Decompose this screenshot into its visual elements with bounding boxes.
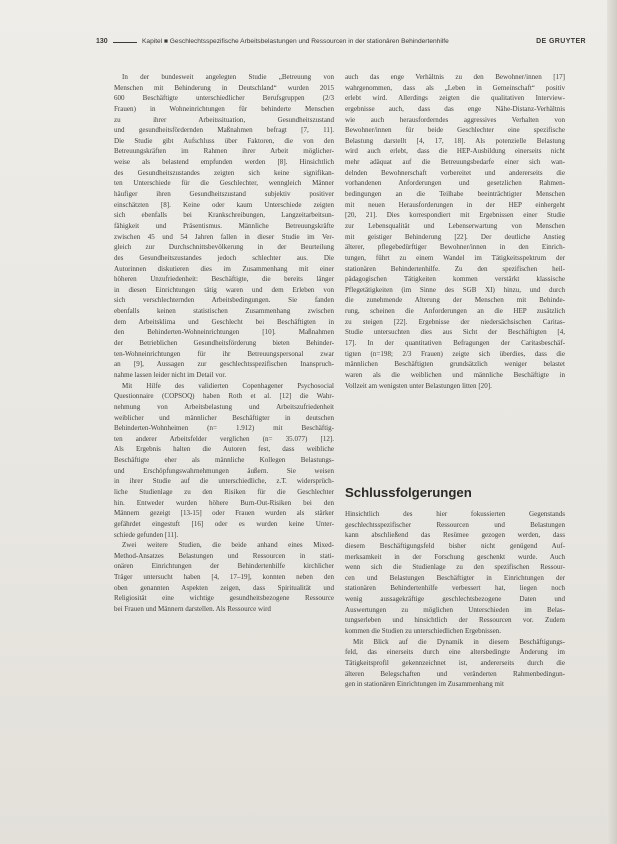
section-heading: Schlussfolgerungen [345, 485, 472, 500]
text-line: der Betrieblichen Gesundheitsförderung bieten Behinder- [114, 339, 334, 348]
text-line: älterer, pflegebedürftiger Bewohner/innen in den Einrich- [345, 243, 565, 252]
text-line: geschlechtsspezifischer Ressourcen und Belastungen [345, 520, 565, 529]
text-line: kann abschließend das Resümee gezogen werden, dass [345, 531, 565, 540]
text-line: Mit Blick auf die Dynamik in diesem Beschäftigungs- [353, 637, 565, 646]
text-line: ebenfalls keinen statistischen Zusammenhang zwischen [114, 307, 334, 316]
text-line: Menschen mit Behinderung in Deutschland“ wurden 2015 [114, 83, 334, 92]
text-line: des Gesundheitszustandes zeigten sich keine signifikan- [114, 168, 334, 177]
text-line: [20, 21]. Dies korrespondiert mit Ergebnissen einer Studie [345, 211, 565, 220]
text-line: weise als belastend empfunden werden [8]. Hinsichtlich [114, 158, 334, 167]
text-line: nahme lassen leider nicht im Detail vor. [114, 370, 227, 379]
text-line: mehr adäquat auf die Betreuungsbedarfe einer sich wan- [345, 158, 565, 167]
text-line: waren als die weiblichen und männliche Beschäftigte in [345, 370, 565, 379]
text-line: merksamkeit in der Forschung geschenkt wurde. Auch [345, 552, 565, 561]
text-line: wenn sich die Studienlage zu den spezifischen Ressour- [345, 563, 565, 572]
text-line: rung, scheinen die Anforderungen an die HEP zusätzlich [345, 307, 565, 316]
running-head [96, 38, 586, 52]
text-line: onären Einrichtungen der Behindertenhilfe kirchlicher [114, 562, 334, 571]
text-line: höheren Unzufriedenheit: Beschäftigte, die bereits länger [114, 275, 334, 284]
text-line: mit neuen Herausforderungen in der HEP einhergeht [345, 200, 565, 209]
text-line: in diesen Einrichtungen tätig waren und dem Erleben von [114, 285, 334, 294]
right-text-column-top [345, 72, 565, 391]
text-line: Behinderten-Wohnheimen (n= 1.912) mit Beschäftig- [114, 424, 334, 433]
text-line: wird auch erlebt, dass die HEP-Ausbildung einerseits nicht [345, 147, 565, 156]
text-line: schiede gefunden [11]. [114, 530, 179, 539]
text-line: cen und Belastungen Beschäftigter in Einrichtungen der [345, 573, 565, 582]
text-line: Beschäftigte eher als männliche Kollegen Belastungs- [114, 456, 334, 465]
text-line: delnden Bewohnerschaft vorbereitet und andererseits die [345, 168, 565, 177]
text-line: mit geistiger Behinderung [22]. Der deutliche Anstieg [345, 232, 565, 241]
publisher-logo: DE GRUYTER [536, 38, 586, 45]
text-line: zu steigen [22]. Ergebnisse der niedersächsischen Caritas- [345, 317, 565, 326]
text-line: fähigkeit und Präsentismus. Männliche Betreuungskräfte [114, 221, 334, 230]
text-line: und Erschöpfungswahrnehmungen äußern. Sie weisen [114, 466, 334, 475]
text-line: ten-Wohneinrichtungen für ihr Betreuungspersonal zwar [114, 349, 334, 358]
text-line: Autorinnen diskutieren dies im Zusammenhang mit einer [114, 264, 334, 273]
text-line: hin. Entweder wurden höhere Burn-Out-Risiken bei den [114, 498, 334, 507]
text-line: zur Lebensqualität und Lebenserwartung von Menschen [345, 221, 565, 230]
text-line: den Behinderten-Wohneinrichtungen [10]. Maßnahmen [114, 328, 334, 337]
text-line: Frauen) in Wohneinrichtungen für behinderte Menschen [114, 104, 334, 113]
header-rule [113, 42, 137, 43]
left-text-column [114, 72, 334, 615]
text-line: liche Studienlage zu den Risiken für die Geschlechter [114, 487, 334, 496]
text-line: Als Ergebnis halten die Autoren fest, dass weibliche [114, 445, 334, 454]
text-line: vorhandenen Anforderungen und gesetzlichen Rahmen- [345, 179, 565, 188]
text-line: Mit Hilfe des validierten Copenhagener Psychosocial [122, 381, 334, 390]
text-line: bei Frauen und Männern darstellen. Als Ressource wird [114, 605, 271, 614]
text-line: kommen die Studien zu unterschiedlichen Ergebnissen. [345, 627, 502, 636]
text-line: einschätzten [8]. Keine oder kaum Unterschiede zeigten [114, 200, 334, 209]
text-line: Hinsichtlich des hier fokussierten Gegenstands [345, 510, 565, 518]
text-line: Questionnaire (COPSOQ) haben Roth et al. [12] die Wahr- [114, 392, 334, 401]
text-line: Religiosität eine wichtige gesundheitsbezogene Ressource [114, 594, 334, 603]
text-line: diesem Beschäftigungsfeld bisher nicht genügend Auf- [345, 541, 565, 550]
text-line: männlichen Beschäftigten grundsätzlich weniger belastet [345, 360, 565, 369]
text-line: oben genannten Aspekten zeigen, dass Spiritualität und [114, 583, 334, 592]
text-line: 17]. In der quantitativen Befragungen der Caritasbeschäf- [345, 339, 565, 348]
text-line: stationären Behindertenhilfe verbessert hat, liegen noch [345, 584, 565, 593]
page-edge-shadow [607, 0, 617, 844]
text-line: in ihrer Studie auf die unterschiedliche, z.T. widersprüch- [114, 477, 334, 486]
text-line: dem Arbeitsklima und Geschlecht bei Beschäftigten in [114, 317, 334, 326]
text-line: ergebnisse auch, dass das enge Nähe-Distanz-Verhältnis [345, 104, 565, 113]
text-line: Bewohner/innen für beide Geschlechter eine spezifische [345, 126, 565, 135]
text-line: weiblicher und männlicher Beschäftigter in deutschen [114, 413, 334, 422]
page-number: 130 [96, 38, 108, 45]
text-line: Belastung darstellt [4, 17, 18]. Als potenzielle Belastung [345, 136, 565, 145]
right-text-column-bottom [345, 509, 565, 690]
text-line: tungen, führt zu einem Wandel im Tätigkeitsspektrum der [345, 253, 565, 262]
text-line: feld, das einerseits durch eine altersbedingte Änderung im [345, 648, 565, 657]
text-line: an [9], Aussagen zur geschlechtsspezifischen Inanspruch- [114, 360, 334, 369]
text-line: gen in stationären Einrichtungen im Zusammenhang mit [345, 680, 504, 689]
text-line: tungserleben und hinsichtlich der Ressourcen vor. Zudem [345, 616, 565, 625]
text-line: Studie untersuchten dies aus Sicht der Beschäftigten [4, [345, 328, 565, 337]
text-line: In der bundesweit angelegten Studie „Betreuung von [122, 73, 334, 81]
text-line: bedingungen an die Teilhabe beeinträchtigter Menschen [345, 190, 565, 199]
chapter-title: Kapitel ■ Geschlechtsspezifische Arbeitsbelastungen und Ressourcen in der stationären Behindertenhilfe [142, 38, 449, 45]
text-line: zu ihrer Arbeitssituation, Gesundheitszustand [114, 115, 334, 124]
text-line: älteren Belegschaften und veränderten Rahmenbedingun- [345, 669, 565, 678]
text-line: Betreuungskräften im Rahmen ihrer Arbeit möglicher- [114, 147, 334, 156]
text-line: wie auch herausforderndes aggressives Verhalten von [345, 115, 565, 124]
text-line: auch das enge Verhältnis zu den Bewohner/innen [17] [345, 73, 565, 81]
text-line: Method-Ansatzes Belastungen und Ressourcen in stati- [114, 551, 334, 560]
text-line: des Gesundheitszustandes jedoch schlechter aus. Die [114, 253, 334, 262]
text-line: pädagogischen Tätigkeiten kommen verstärkt klassische [345, 275, 565, 284]
text-line: die zunehmende Alterung der Menschen mit Behinde- [345, 296, 565, 305]
text-line: stationären Behindertenhilfe. Zu den spezifischen heil- [345, 264, 565, 273]
text-line: gefährdet eingestuft [16] oder es wurden keine Unter- [114, 519, 334, 528]
text-line: wenig aussagekräftige geschlechtsbezogene Daten und [345, 595, 565, 604]
text-line: zwischen 45 und 54 Jahren fallen in dieser Studie im Ver- [114, 232, 334, 241]
text-line: sich ebenfalls bei Krankschreibungen, Langzeitarbeitsun- [114, 211, 334, 220]
text-line: Zwei weitere Studien, die beide anhand eines Mixed- [122, 541, 334, 550]
text-line: 600 Beschäftigte unterschiedlicher Berufsgruppen (2/3 [114, 94, 334, 103]
text-line: ten anderer Arbeitsfelder verglichen (n= 35.077) [12]. [114, 434, 334, 443]
text-line: wahrgenommen, dass als „Leben in Gemeinschaft“ positiv [345, 83, 565, 92]
text-line: tigten (n=198; 2/3 Frauen) zeigte sich überdies, dass die [345, 349, 565, 358]
text-line: Die Studie gibt Aufschluss über Faktoren, die von den [114, 136, 334, 145]
text-line: und gesundheitsfördernden Maßnahmen befragt [7, 11]. [114, 126, 334, 135]
text-line: nehmung von Arbeitsbelastung und Arbeitszufriedenheit [114, 402, 334, 411]
text-line: Tätigkeitsprofil gekennzeichnet ist, andererseits durch die [345, 658, 565, 667]
text-line: erlebt wird. Allerdings zeigten die qualitativen Interview- [345, 94, 565, 103]
text-line: Vollzeit am wenigsten unter Belastungen litten [20]. [345, 381, 492, 390]
text-line: häufiger ihren Gesundheitszustand subjektiv positiver [114, 190, 334, 199]
text-line: Männern gezeigt [13-15] oder Frauen wurden als stärker [114, 509, 334, 518]
text-line: ten Unterschiede für die Geschlechter, wenngleich Männer [114, 179, 334, 188]
text-line: Auswertungen zu möglichen Unterschieden im Belas- [345, 605, 565, 614]
text-line: Träger untersucht haben [4, 17–19], konnten neben den [114, 573, 334, 582]
text-line: Pflegetätigkeiten (im Sinne des SGB XI) hinzu, und durch [345, 285, 565, 294]
text-line: gleich zur Durchschnittsbevölkerung in der Beurteilung [114, 243, 334, 252]
text-line: sich verschlechternden Arbeitsbedingungen. Sie fanden [114, 296, 334, 305]
